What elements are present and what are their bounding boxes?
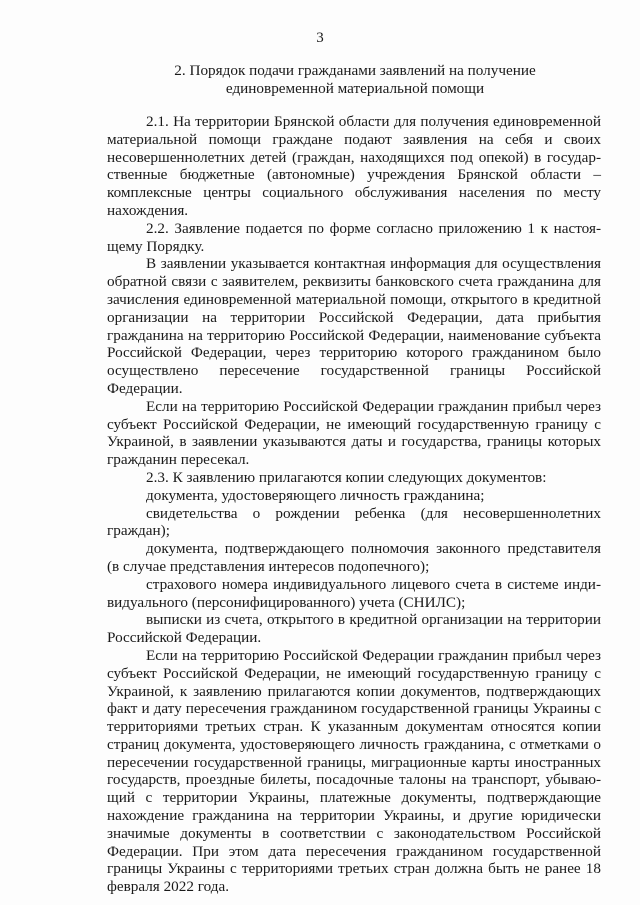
document-body (107, 113, 601, 896)
paragraph-2-1: 2.1. На территории Брянской области для получения единовременной материальной помощи граждане подают заявления на себя и своих несовершеннолетних детей (граждан, находящихся под опекой) в государственные бюджетные (автономные) учреждения Брянской области – комплексные центры социального обслуживания населения по месту нахождения. (107, 113, 601, 219)
section-heading-line-1: 2. Порядок подачи гражданами заявлений на получение (174, 62, 536, 79)
paragraph-border-crossing: Если на территорию Российской Федерации гражданин прибыл через субъект Российской Федерации, не имеющий государственную границу с Украиной, в заявлении указываются даты и государства, границы которых гражданин пересекал. (107, 397, 601, 469)
list-item-bank-statement: выписки из счета, открытого в кредитной организации на территории Российской Федерации. (107, 611, 601, 647)
section-heading (120, 62, 590, 98)
paragraph-contact-info: В заявлении указывается контактная информация для осуществления обратной связи с заявителем, реквизиты банковского счета гражданина для зачисления единовременной материальной помощи, открытого в кредитной организации на территории Российской Федерации, дата прибытия гражданина на территорию Российской Федерации, наименование субъекта Российской Федерации, через территорию которого гражданином было осуществлено пересечение государственной границы Российской Федерации. (107, 255, 601, 397)
paragraph-third-country-documents: Если на территорию Российской Федерации гражданин прибыл через субъект Российской Федерации, не имеющий государственную границу с Украиной, к заявлению прилагаются копии документов, подтверждающих факт и дату пересечения гражданином государственной границы Украины с территориями третьих стран. К указанным документам относятся копии страниц документа, удостоверяющего личность гражданина, с отметками о пересечении государственной границы, миграционные карты иностранных государств, проездные билеты, посадочные талоны на транспорт, убывающий с территории Украины, платежные документы, подтверждающие нахождение гражданина на территории Украины, и другие юридически значимые документы в соответствии с законодательством Российской Федерации. При этом дата пересечения гражданином государственной границы Украины с территориями третьих стран должна быть не ранее 18 февраля 2022 года. (107, 646, 601, 896)
page-number: 3 (316, 30, 324, 46)
list-item-authority-document: документа, подтверждающего полномочия законного представителя (в случае представления интересов подопечного); (107, 540, 601, 575)
list-item-birth-certificate: свидетельства о рождении ребенка (для несовершеннолетних граждан); (107, 504, 601, 540)
section-heading-line-2: единовременной материальной помощи (225, 80, 485, 97)
paragraph-2-3: 2.3. К заявлению прилагаются копии следующих документов: (146, 468, 547, 486)
list-item-snils: страхового номера индивидуального лицевого счета в системе индивидуального (персонифицированного) учета (СНИЛС); (107, 575, 601, 611)
paragraph-2-2: 2.2. Заявление подается по форме согласно приложению 1 к настоящему Порядку. (107, 219, 601, 255)
list-item-identity-document: документа, удостоверяющего личность гражданина; (146, 486, 485, 504)
